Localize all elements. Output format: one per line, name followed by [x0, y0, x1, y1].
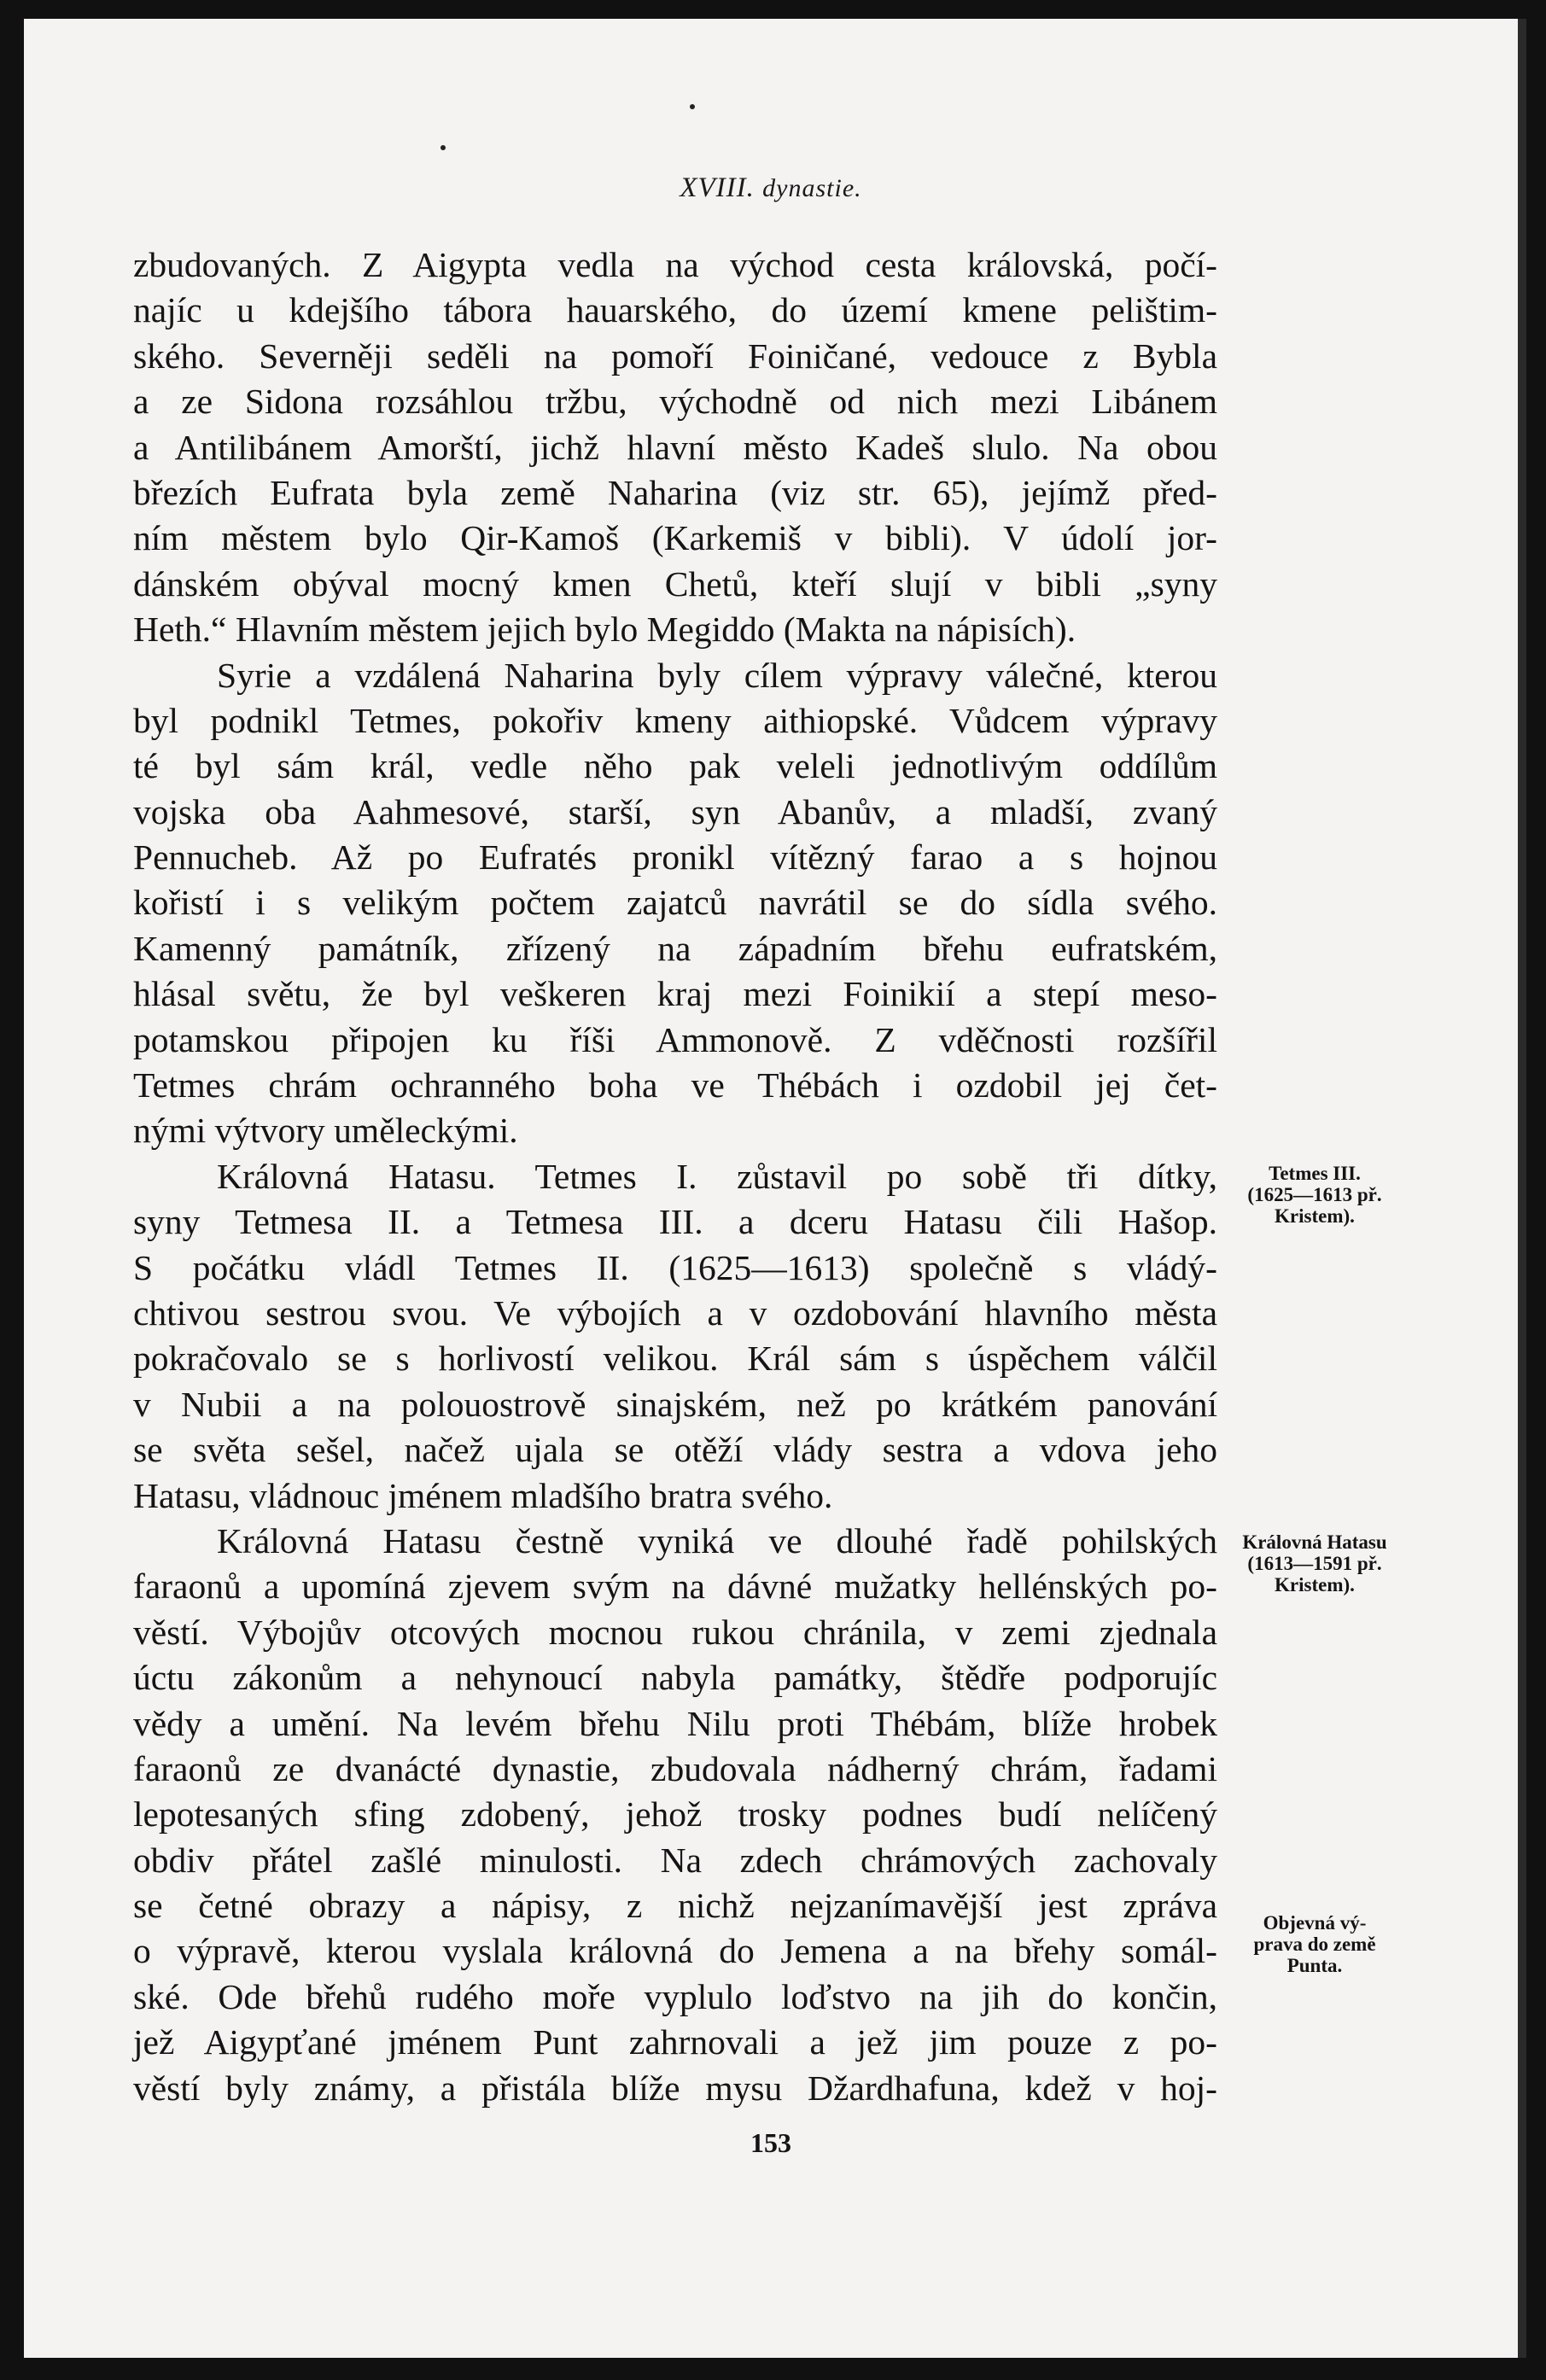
text-line: vědy a umění. Na levém břehu Nilu proti Thébám, blíže hrobek	[133, 1703, 1217, 1743]
text-line: zbudovaných. Z Aigypta vedla na východ cesta královská, počí-	[133, 245, 1217, 284]
text-line: jež Aigypťané jménem Punt zahrnovali a jež jim pouze z po-	[133, 2022, 1217, 2062]
marginal-suffix: Kristem).	[1275, 1574, 1355, 1595]
text-line: byl podnikl Tetmes, pokořiv kmeny aithiopské. Vůdcem výpravy	[133, 700, 1217, 740]
text-line: faraonů a upomíná zjevem svým na dávné mužatky hellénských po-	[133, 1566, 1217, 1607]
text-line: pokračovalo se s horlivostí velikou. Král sám s úspěchem válčil	[133, 1339, 1217, 1379]
text-line: vojska oba Aahmesové, starší, syn Abanův, a mladší, zvaný	[133, 791, 1217, 831]
text-line: se světa sešel, načež ujala se otěží vlády sestra a vdova jeho	[133, 1430, 1217, 1470]
text-line: a ze Sidona rozsáhlou tržbu, východně od nich mezi Libánem	[133, 382, 1217, 422]
text-line: té byl sám král, vedle něho pak veleli jednotlivým oddílům	[133, 746, 1217, 786]
text-line: ské. Ode břehů rudého moře vyplulo loďstvo na jih do končin,	[133, 1976, 1217, 2016]
page-edge-shadow	[1518, 19, 1526, 2358]
text-line: a Antilibánem Amorští, jichž hlavní město Kadeš slulo. Na obou	[133, 427, 1217, 467]
text-line: Královná Hatasu. Tetmes I. zůstavil po sobě tři dítky,	[217, 1156, 1217, 1196]
marginal-suffix: Kristem).	[1275, 1205, 1355, 1227]
page-number: 153	[750, 2127, 791, 2158]
text-line: nými výtvory uměleckými.	[133, 1111, 518, 1151]
text-line: v Nubii a na polouostrově sinajském, než po krátkém panování	[133, 1384, 1217, 1424]
text-line: Kamenný památník, zřízený na západním břehu eufratském,	[133, 928, 1217, 968]
text-line: Královná Hatasu čestně vyniká ve dlouhé řadě pohilských	[217, 1520, 1217, 1560]
marginal-line: Punta.	[1286, 1955, 1343, 1976]
marginal-dates: (1625—1613 př.	[1247, 1184, 1382, 1205]
text-line: S počátku vládl Tetmes II. (1625—1613) společně s vládý-	[133, 1247, 1217, 1287]
marginal-note-tetmes	[1229, 1163, 1400, 1227]
marginal-line: Objevná vý-	[1263, 1912, 1367, 1934]
body-text	[133, 242, 1217, 2111]
marginal-note-punt	[1229, 1912, 1400, 1976]
text-line: se četné obrazy a nápisy, z nichž nejzanímavější jest zpráva	[133, 1886, 1217, 1926]
marginal-line: prava do země	[1253, 1934, 1376, 1955]
text-line: Pennucheb. Až po Eufratés pronikl vítězný farao a s hojnou	[133, 837, 1217, 878]
marginal-dates: (1613—1591 př.	[1247, 1553, 1382, 1574]
text-line: věstí byly známy, a přistála blíže mysu Džardhafuna, kdež v hoj-	[133, 2068, 1217, 2108]
print-speck	[440, 145, 446, 150]
text-line: najíc u kdejšího tábora hauarského, do území kmene pelištim-	[133, 290, 1217, 330]
text-line: Heth.“ Hlavním městem jejich bylo Megiddo (Makta na nápisích).	[133, 610, 1076, 650]
text-line: Hatasu, vládnouc jménem mladšího bratra svého.	[133, 1475, 833, 1515]
text-line: ním městem bylo Qir-Kamoš (Karkemiš v bibli). V údolí jor-	[133, 518, 1217, 558]
text-line: Tetmes chrám ochranného boha ve Thébách i ozdobil jej čet-	[133, 1065, 1217, 1105]
text-line: o výpravě, kterou vyslala královná do Jemena a na břehy somál-	[133, 1931, 1217, 1971]
text-line: ského. Severněji seděli na pomoří Foiničané, vedouce z Bybla	[133, 335, 1217, 376]
text-line: chtivou sestrou svou. Ve výbojích a v ozdobování hlavního města	[133, 1292, 1217, 1333]
text-line: úctu zákonům a nehynoucí nabyla památky, štědře podporujíc	[133, 1658, 1217, 1698]
book-page	[24, 19, 1518, 2358]
text-line: březích Eufrata byla země Naharina (viz str. 65), jejímž před-	[133, 472, 1217, 512]
marginal-note-hatasu	[1229, 1531, 1400, 1595]
text-line: syny Tetmesa II. a Tetmesa III. a dceru Hatasu čili Hašop.	[133, 1202, 1217, 1242]
marginal-title: Tetmes III.	[1269, 1163, 1361, 1184]
header-roman: XVIII.	[680, 172, 755, 203]
text-line: věstí. Výbojův otcových mocnou rukou chránila, v zemi zjednala	[133, 1612, 1217, 1652]
marginal-title: Královná Hatasu	[1242, 1531, 1387, 1553]
text-line: hlásal světu, že byl veškeren kraj mezi Foinikií a stepí meso-	[133, 974, 1217, 1014]
text-line: potamskou připojen ku říši Ammonově. Z vděčnosti rozšířil	[133, 1019, 1217, 1059]
print-speck	[690, 104, 695, 109]
text-line: obdiv přátel zašlé minulosti. Na zdech chrámových zachovaly	[133, 1840, 1217, 1880]
text-line: dánském obýval mocný kmen Chetů, kteří slují v bibli „syny	[133, 563, 1217, 604]
running-header	[24, 172, 1518, 204]
text-line: kořistí i s velikým počtem zajatců navrátil se do sídla svého.	[133, 883, 1217, 923]
header-word: dynastie.	[762, 174, 862, 202]
text-line: Syrie a vzdálená Naharina byly cílem výpravy válečné, kterou	[217, 655, 1217, 695]
text-line: lepotesaných sfing zdobený, jehož trosky podnes budí nelíčený	[133, 1794, 1217, 1835]
text-line: faraonů ze dvanácté dynastie, zbudovala nádherný chrám, řadami	[133, 1748, 1217, 1788]
